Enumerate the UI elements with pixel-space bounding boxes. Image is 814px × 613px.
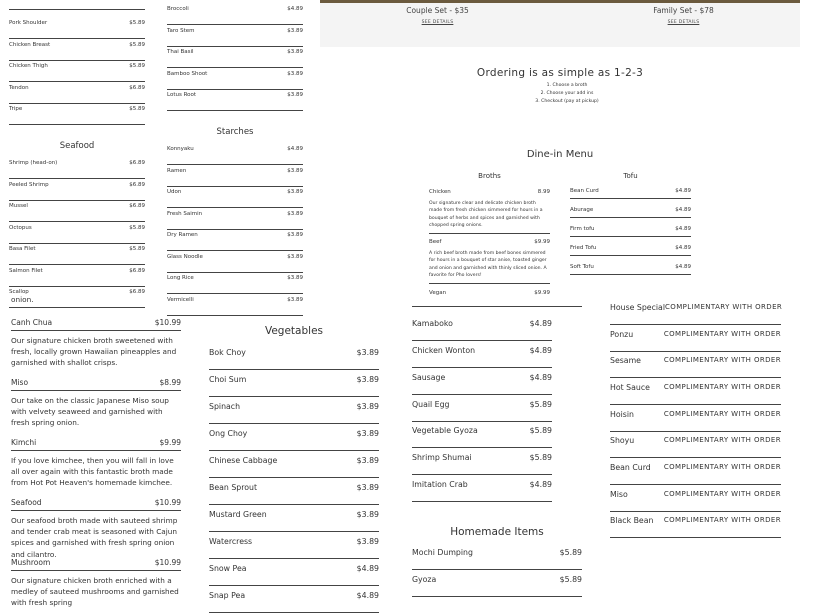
sauce-hot-sauce <box>610 378 781 405</box>
sauce-miso <box>610 485 781 512</box>
item-price: $3.89 <box>356 375 379 384</box>
item-name: Vermicelli <box>167 296 194 303</box>
protein-vegetable-gyoza <box>412 421 552 448</box>
item-name: Ponzu <box>610 330 634 339</box>
item-name: Peeled Shrimp <box>9 181 49 188</box>
item-name: Sausage <box>412 373 446 382</box>
item-name: Miso <box>11 378 29 387</box>
divider <box>412 306 582 307</box>
item-price: $5.89 <box>559 548 582 557</box>
protein-quail-egg <box>412 395 552 422</box>
item-price: COMPLIMENTARY WITH ORDER <box>663 516 781 524</box>
item-name: Shoyu <box>610 436 635 445</box>
item-price: $10.99 <box>154 318 181 327</box>
broth-vegan-row <box>429 288 550 299</box>
item-name: Chicken Thigh <box>9 63 48 69</box>
menu-item-mussel <box>9 201 145 222</box>
divider <box>11 510 181 511</box>
broth-kimchi-row <box>11 438 181 447</box>
tofu-aburage <box>570 205 691 218</box>
broth-mushroom-desc: Our signature chicken broth enriched with a medley of sauteed mushrooms and garnished with fresh spring <box>11 576 179 608</box>
tofu-firm <box>570 224 691 237</box>
item-price: COMPLIMENTARY WITH ORDER <box>663 490 781 498</box>
item-name: Snap Pea <box>209 591 246 600</box>
sauce-shoyu <box>610 431 781 458</box>
homemade-mochi-dumping <box>412 543 582 570</box>
item-price: $4.89 <box>356 591 379 600</box>
item-name: Chinese Cabbage <box>209 456 278 465</box>
item-name: Lotus Root <box>167 92 197 98</box>
sauce-sesame <box>610 351 781 378</box>
item-price: $9.99 <box>534 239 550 245</box>
item-price: COMPLIMENTARY WITH ORDER <box>663 330 781 338</box>
item-price: $6.89 <box>129 181 145 188</box>
item-price: $4.89 <box>356 564 379 573</box>
item-name: Mustard Green <box>209 510 267 519</box>
menu-item-konnyaku <box>167 144 303 165</box>
menu-item-thai-basil <box>167 47 303 68</box>
item-price: $4.89 <box>287 6 303 12</box>
broth-miso-row <box>11 378 181 387</box>
item-price: $4.89 <box>675 264 691 270</box>
veg-bok-choy <box>209 343 379 370</box>
veg-snap-pea <box>209 586 379 613</box>
item-price: $3.89 <box>287 167 303 174</box>
item-price: $5.89 <box>129 20 145 26</box>
item-price: COMPLIMENTARY WITH ORDER <box>665 303 783 311</box>
veg-mustard-green <box>209 505 379 532</box>
item-price: $3.89 <box>356 483 379 492</box>
vegetables-heading: Vegetables <box>264 325 324 337</box>
broth-mushroom-row <box>11 558 181 567</box>
item-name: Gyoza <box>412 575 437 584</box>
seafood-heading: Seafood <box>59 141 95 151</box>
item-price: $6.89 <box>129 160 145 166</box>
menu-item-pork-belly <box>9 0 145 10</box>
item-name: Vegan <box>429 290 447 296</box>
menu-item-peeled-shrimp <box>9 180 145 201</box>
item-name: Mussel <box>9 203 28 209</box>
divider <box>429 233 550 234</box>
item-name: Snow Pea <box>209 564 247 573</box>
family-set-see-details-link[interactable]: SEE DETAILS <box>667 20 700 25</box>
item-price: $5.89 <box>529 453 552 462</box>
item-name: Chicken Breast <box>9 41 51 48</box>
item-name: Fresh Saimin <box>167 210 203 217</box>
menu-item-bamboo-shoot <box>167 69 303 90</box>
item-name: Long Rice <box>167 275 194 281</box>
item-price: $4.89 <box>675 245 691 251</box>
menu-item-ramen <box>167 166 303 187</box>
starches-heading: Starches <box>216 127 254 137</box>
item-price: $3.89 <box>356 510 379 519</box>
item-price: $3.89 <box>287 70 303 77</box>
vegetables-section <box>200 300 400 600</box>
veg-snow-pea <box>209 559 379 586</box>
item-name: Taro Stem <box>167 27 195 34</box>
item-price: $3.89 <box>287 27 303 34</box>
menu-item-basa-filet <box>9 244 145 265</box>
tofu-soft <box>570 262 691 275</box>
broths-heading: Broths <box>478 172 501 180</box>
broth-chicken-row <box>429 187 550 198</box>
item-price: $5.89 <box>559 575 582 584</box>
item-price: $4.89 <box>529 373 552 382</box>
item-name: Broccoli <box>167 6 189 12</box>
sauce-house-special <box>610 298 781 325</box>
divider <box>11 570 181 571</box>
item-price: COMPLIMENTARY WITH ORDER <box>663 383 781 391</box>
item-name: Dry Ramen <box>167 232 198 238</box>
item-name: Mochi Dumping <box>412 548 473 557</box>
item-name: Kamaboko <box>412 319 453 328</box>
item-price: $3.89 <box>356 429 379 438</box>
item-name: Tripe <box>9 106 23 112</box>
item-price: $4.89 <box>529 319 552 328</box>
homemade-heading: Homemade Items <box>450 526 544 538</box>
menu-item-chicken-thigh <box>9 61 145 82</box>
item-price: $3.89 <box>287 92 303 98</box>
item-price: $5.89 <box>129 63 145 69</box>
menu-item-glass-noodle <box>167 252 303 273</box>
item-name: Chicken <box>429 189 451 195</box>
item-price: $9.99 <box>534 290 550 296</box>
tofu-fried <box>570 243 691 256</box>
item-name: Pork Shoulder <box>9 20 48 26</box>
proteins-section <box>400 300 600 600</box>
dinein-menu-heading: Dine-in Menu <box>526 149 594 160</box>
item-name: Basa Filet <box>9 246 36 252</box>
couple-set-label: Couple Set - $35 <box>406 6 469 15</box>
item-price: $6.89 <box>129 289 145 295</box>
item-price: $4.89 <box>287 146 303 152</box>
item-price: $3.89 <box>356 402 379 411</box>
ordering-step-3: 3. Checkout (pay at pickup) <box>535 99 599 104</box>
protein-imitation-crab <box>412 475 552 502</box>
menu-item-broccoli <box>167 4 303 25</box>
item-price: $3.89 <box>287 296 303 303</box>
divider <box>11 330 181 331</box>
top-right-section <box>320 0 800 300</box>
menu-item-shrimp-head-on <box>9 158 145 179</box>
couple-set-see-details-link[interactable]: SEE DETAILS <box>421 20 454 25</box>
item-price: $3.89 <box>287 49 303 55</box>
item-price: $4.89 <box>675 207 691 213</box>
veg-spinach <box>209 397 379 424</box>
item-name: Konnyaku <box>167 146 194 152</box>
item-price: $5.89 <box>129 246 145 252</box>
menu-item-octopus <box>9 223 145 244</box>
menu-item-fresh-saimin <box>167 209 303 230</box>
top-left-section <box>0 0 320 303</box>
item-name: Hoisin <box>610 410 634 419</box>
item-name: Seafood <box>11 498 42 507</box>
item-name: Bamboo Shoot <box>167 70 208 77</box>
sauce-black-bean <box>610 511 781 538</box>
item-name: Black Bean <box>610 516 654 525</box>
family-set-card[interactable] <box>602 6 765 25</box>
item-name: Ramen <box>167 167 187 174</box>
protein-shrimp-shumai <box>412 448 552 475</box>
menu-item-pork-shoulder <box>9 18 145 39</box>
broth-canh-chua-row <box>11 318 181 327</box>
item-price: 8.99 <box>537 189 550 195</box>
tofu-heading: Tofu <box>623 172 638 180</box>
item-name: Bean Curd <box>610 463 651 472</box>
sauces-section <box>600 300 800 600</box>
item-name: Udon <box>167 189 182 195</box>
item-name: Quail Egg <box>412 400 450 409</box>
protein-chicken-wonton <box>412 341 552 368</box>
item-price: $5.89 <box>129 106 145 112</box>
item-name: Bean Sprout <box>209 483 258 492</box>
broth-kimchi-desc: If you love kimchee, then you will fall in love all over again with this fantastic broth made from Hot Pot Heaven's homemade kimchee. <box>11 456 174 488</box>
veg-ong-choy <box>209 424 379 451</box>
item-price: $6.89 <box>129 203 145 209</box>
sauce-ponzu <box>610 325 781 352</box>
ordering-step-1: 1. Choose a broth <box>546 83 588 88</box>
item-name: Miso <box>610 490 628 499</box>
item-price: $6.89 <box>129 267 145 274</box>
item-name: Fried Tofu <box>570 245 597 251</box>
menu-item-tripe <box>9 104 145 125</box>
item-name: Aburage <box>570 207 594 213</box>
item-price: $5.89 <box>529 400 552 409</box>
broth-chicken-desc: Our signature clear and delicate chicken broth made from fresh chicken simmered for hours in a bouquet of herbs and spices and garnished with chopped spring onions. <box>429 201 543 229</box>
item-price: $4.89 <box>529 346 552 355</box>
item-price: $3.89 <box>356 348 379 357</box>
veg-watercress <box>209 532 379 559</box>
item-name: Chicken Wonton <box>412 346 476 355</box>
item-name: Canh Chua <box>11 318 53 327</box>
item-name: Sesame <box>610 356 641 365</box>
sauce-hoisin <box>610 405 781 432</box>
divider <box>11 390 181 391</box>
family-set-label: Family Set - $78 <box>653 6 714 15</box>
protein-sausage <box>412 368 552 395</box>
veg-choi-sum <box>209 370 379 397</box>
ordering-step-2: 2. Choose your add ins <box>540 91 594 96</box>
item-name: Tendon <box>9 84 29 91</box>
broth-beef-row <box>429 237 550 248</box>
item-price: $4.89 <box>675 188 691 194</box>
item-price: $6.89 <box>129 84 145 91</box>
item-price: $3.89 <box>287 210 303 217</box>
item-name: Bok Choy <box>209 348 246 357</box>
item-name: Octopus <box>9 224 32 231</box>
item-name: Shrimp Shumai <box>412 453 472 462</box>
item-price: $3.89 <box>356 537 379 546</box>
item-price: $4.89 <box>529 480 552 489</box>
item-name: Kimchi <box>11 438 37 447</box>
item-name: Beef <box>429 239 442 245</box>
sets-image-strip <box>320 0 800 3</box>
menu-item-udon <box>167 187 303 208</box>
veg-bean-sprout <box>209 478 379 505</box>
item-price: $5.89 <box>129 224 145 231</box>
broth-seafood-row <box>11 498 181 507</box>
broth-canh-chua-desc: Our signature chicken broth sweetened with fresh, locally grown Hawaiian pineapples and garnished with shallot crisps. <box>11 336 177 368</box>
couple-set-card[interactable] <box>356 6 519 25</box>
item-price: $10.99 <box>154 558 181 567</box>
item-name: Shrimp (head-on) <box>9 160 58 166</box>
broth-beef-desc: A rich beef broth made from beef bones simmered for hours in a bouquet of star anise, toasted ginger and onion and garnished with thinly sliced onion. A favorite for Pho lovers! <box>429 251 547 279</box>
broth-seafood-desc: Our seafood broth made with sauteed shrimp and tender crab meat is seasoned with Cajun spices and garnished with fresh spring onion and cilantro. <box>11 516 178 559</box>
item-name: Vegetable Gyoza <box>412 426 478 435</box>
item-price: $10.99 <box>154 498 181 507</box>
item-name: Ong Choy <box>209 429 248 438</box>
broth-miso-desc: Our take on the classic Japanese Miso soup with velvety seaweed and garnished with fresh spring onion. <box>11 396 169 428</box>
menu-item-lotus-root <box>167 90 303 111</box>
item-name: Thai Basil <box>167 49 194 55</box>
menu-item-dry-ramen <box>167 230 303 251</box>
menu-item-chicken-breast <box>9 40 145 61</box>
menu-item-long-rice <box>167 273 303 294</box>
item-name: House Special <box>610 303 666 312</box>
item-price: $3.89 <box>287 253 303 260</box>
item-price: $3.89 <box>287 189 303 195</box>
item-name: Scallop <box>9 289 29 295</box>
item-name: Firm tofu <box>570 226 595 232</box>
item-price: $3.89 <box>287 275 303 281</box>
item-price: COMPLIMENTARY WITH ORDER <box>663 410 781 418</box>
item-name: Soft Tofu <box>570 264 594 270</box>
item-name: Watercress <box>209 537 253 546</box>
item-price: $8.99 <box>159 378 181 387</box>
menu-item-taro-stem <box>167 26 303 47</box>
item-price: $9.99 <box>159 438 181 447</box>
item-name: Spinach <box>209 402 241 411</box>
ordering-heading: Ordering is as simple as 1-2-3 <box>476 67 644 79</box>
divider <box>11 450 181 451</box>
item-name: Bean Curd <box>570 188 599 194</box>
item-price: $3.89 <box>287 232 303 238</box>
partial-desc: onion. <box>11 295 34 304</box>
veg-chinese-cabbage <box>209 451 379 478</box>
menu-item-tendon <box>9 83 145 104</box>
homemade-gyoza <box>412 570 582 597</box>
menu-item-salmon-filet <box>9 266 145 287</box>
item-name: Mushroom <box>11 558 51 567</box>
item-price: $4.89 <box>675 226 691 232</box>
item-name: Imitation Crab <box>412 480 468 489</box>
item-price: COMPLIMENTARY WITH ORDER <box>663 356 781 364</box>
item-price: COMPLIMENTARY WITH ORDER <box>663 436 781 444</box>
item-price: $5.89 <box>129 41 145 48</box>
item-price: $5.89 <box>529 426 552 435</box>
item-price: $3.89 <box>356 456 379 465</box>
item-name: Salmon Filet <box>9 267 43 274</box>
item-name: Glass Noodle <box>167 253 203 260</box>
divider <box>429 283 550 284</box>
item-price: COMPLIMENTARY WITH ORDER <box>663 463 781 471</box>
item-name: Hot Sauce <box>610 383 650 392</box>
item-name: Choi Sum <box>209 375 247 384</box>
tofu-bean-curd <box>570 186 691 199</box>
protein-kamaboko <box>412 314 552 341</box>
sauce-bean-curd <box>610 458 781 485</box>
